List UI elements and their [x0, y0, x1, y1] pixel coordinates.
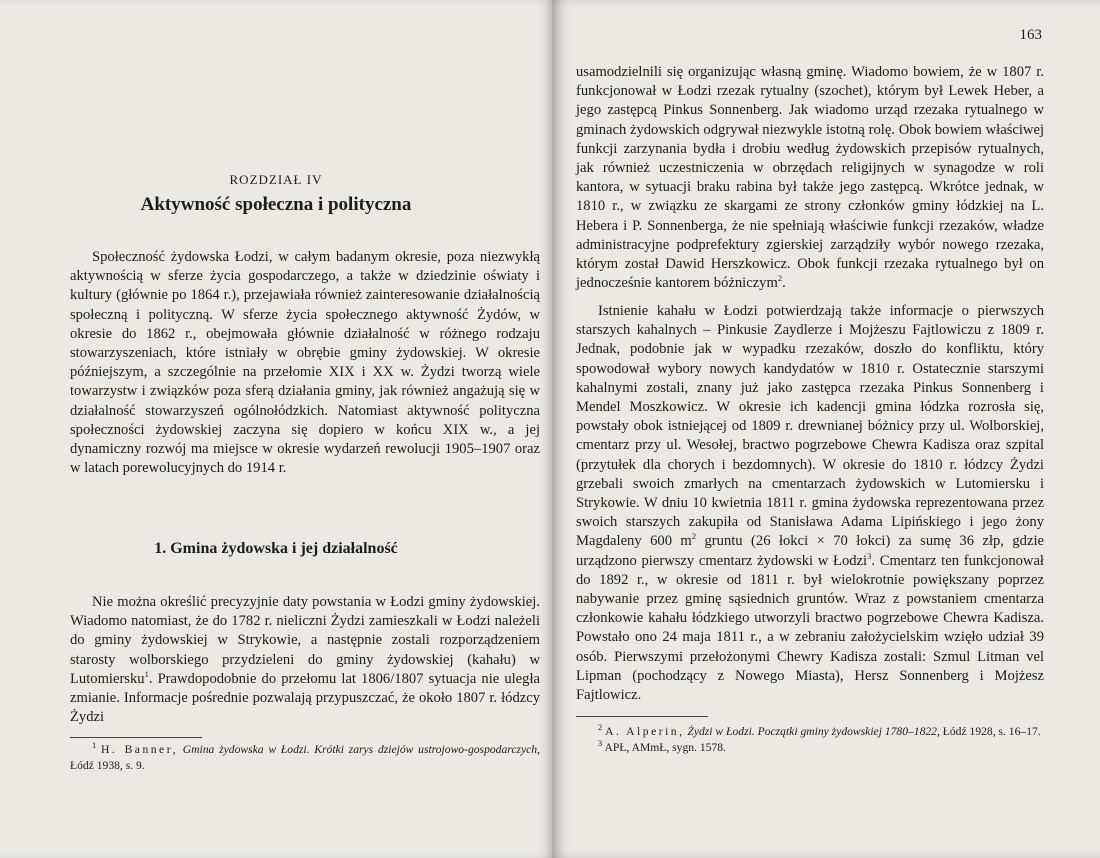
- right-paragraph-2-text: Istnienie kahału w Łodzi potwierdzają także informacje o pierwszych starszych kahalnych – Pinkusie Zaydlerze i Mojżeszu Fajtlowiczu z 1809 r. Jednak, podobnie jak w wypadku rzezaków, doszło do konfliktu, który spowodował wybory nowych kandydatów w 1810 r. Ostatecznie starszymi kahalnymi zostali, znany już jako zastępca rzezaka Pinkus Sonnenberg i Mendel Moszkowicz. W okresie ich kadencji gmina łódzka rozrosła się, powstały obok istniejącej od 1809 r. drewnianej bóżnicy przy ul. Wolborskiej, cmentarz przy ul. Wesołej, bractwo pogrzebowe Chewra Kadisza oraz szpital (przytułek dla chorych i bezdomnych). W okresie do 1810 r. łódzcy Żydzi grzebali swoich zmarłych na cmentarzach żydowskich w Lutomiersku i Strykowie. W dniu 10 kwietnia 1811 r. gmina żydowska reprezentowana przez swoich starszych zakupiła od Stanisława Adama Lipińskiego i jego żony Magdaleny 600 m: [576, 303, 1044, 550]
- footnote-rule-left: [70, 737, 202, 738]
- footnote-ref-2: 2: [777, 273, 783, 284]
- right-page: [552, 0, 1100, 858]
- footnote-2-title: Żydzi w Łodzi. Początki gminy żydowskiej 1780–1822,: [687, 725, 940, 738]
- footnote-3: [576, 737, 1044, 756]
- right-footnotes: [576, 724, 1044, 755]
- footnote-1-title: Gmina żydowska w Łodzi. Krótki zarys dziejów ustrojowo-gospodarczych,: [182, 743, 540, 756]
- section-title: 1. Gmina żydowska i jej działalność: [154, 540, 398, 557]
- right-paragraph-2-end: . Cmentarz ten funkcjonował do 1892 r., w okresie od 1811 r. był wielokrotnie powiększany poprzez nabywanie przez gminę sąsiednich gruntów. Wraz z powstaniem cmentarza członkowie kahału łódzkiego utworzyli bractwo pogrzebowe Chewra Kadisza. Powstało ono 24 maja 1811 r., a w zebraniu założycielskim wzięło udział 39 osób. Pierwszymi przełożonymi Chewry Kadisza zostali: Szmul Litman vel Lipman (pochodzący z Nowego Miasta), Hersz Sonnenberg i Mojżesz Fajtlowicz.: [576, 552, 1044, 704]
- footnote-1-author: H. Banner,: [101, 743, 178, 756]
- footnote-1-rest: Łódź 1938, s. 9.: [70, 758, 145, 772]
- footnote-2-number: 2: [598, 722, 603, 733]
- footnote-3-text: APŁ, AMmŁ, sygn. 1578.: [604, 740, 726, 754]
- footnote-2: [576, 724, 1044, 740]
- section-paragraph-end: . Prawdopodobnie do przełomu lat 1806/1807 sytuacja nie uległa zmianie. Informacje pośrednie pozwalają przypuszczać, że około 1807 r. łódzcy Żydzi: [70, 670, 540, 726]
- square-meter-sup: 2: [691, 531, 697, 542]
- chapter-title: Aktywność społeczna i polityczna: [140, 194, 412, 215]
- right-paragraph-2: [576, 302, 1044, 705]
- section-paragraph-text: Nie można określić precyzyjnie daty powstania w Łodzi gminy żydowskiej. Wiadomo natomiast, że do 1782 r. nieliczni Żydzi zamieszkali w Łodzi należeli do gminy żydowskiej w Strykowie, a następnie zostali rozporządzeniem starosty wolborskiego przydzieleni do gminy żydowskiej (kahału) w Lutomiersku: [70, 594, 540, 687]
- intro-paragraph: Społeczność żydowska Łodzi, w całym badanym okresie, poza niezwykłą aktywnością w sferze życia gospodarczego, a także w dziedzinie oświaty i kultury (głównie po 1864 r.), przejawiała również zainteresowanie działalnością społeczną i polityczną. W sferze życia społecznego aktywność Żydów, w okresie do 1862 r., obejmowała głównie działalność w różnego rodzaju stowarzyszeniach, które istniały w obrębie gminy żydowskiej. W okresie późniejszym, a szczególnie na przełomie XIX i XX w. Żydzi tworzą wiele towarzystw i związków poza sferą działania gminy, jak również angażują się w działalność stowarzyszeń ogólnołódzkich. Natomiast aktywność polityczna społeczności żydowskiej zaczyna się dopiero w końcu XIX w., a jej dynamiczny rozwój ma miejsce w okresie wydarzeń rewolucji 1905–1907 oraz w latach porewolucyjnych do 1914 r.: [70, 249, 540, 477]
- footnote-rule-right: [576, 716, 708, 717]
- footnote-ref-1: 1: [144, 668, 149, 679]
- footnote-2-rest: Łódź 1928, s. 16–17.: [942, 725, 1041, 738]
- section-paragraph: [70, 593, 540, 727]
- chapter-label: ROZDZIAŁ IV: [229, 172, 323, 187]
- right-paragraph-1: usamodzielnili się organizując własną gminę. Wiadomo bowiem, że w 1807 r. funkcjonował w Łodzi rzezak rytualny (szochet), którym był Lewek Heber, a jego zastępcą Pinkus Sonnenberg. Jak wiadomo urząd rzezaka rytualnego w gminach żydowskich odgrywał niezwykle istotną rolę. Obok bowiem właściwej funkcji zarzynania bydła i drobiu według żydowskich przepisów rytualnych, jak również uczestniczenia w obrzędach religijnych w synagodze w roli kantora, w sytuacji braku rabina był także jego zastępcą. Wkrótce jednak, w 1810 r., w związku ze skargami ze strony członków gminy łódzkiej na L. Hebera i P. Sonnenberga, że nie spełniają właściwie funkcji rzezaków, władze administracyjne podprefektury zgierskiej zarządziły wybór nowego rzezaka, którym został Dawid Herszkowicz. Obok funkcji rzezaka rytualnego był on jednocześnie kantorem bóżniczym$^2$.: [576, 64, 1044, 292]
- footnote-3-number: 3: [598, 737, 603, 748]
- right-paragraph-2-mid: gruntu (26 łokci × 70 łokci) za sumę 36 złp, gdzie urządzono pierwszy cmentarz żydowski w Łodzi: [576, 533, 1044, 569]
- page-number: 163: [1019, 27, 1042, 43]
- right-paragraph-1-text: usamodzielnili się organizując własną gminę. Wiadomo bowiem, że w 1807 r. funkcjonował w Łodzi rzezak rytualny (szochet), którym był Lewek Heber, a jego zastępcą Pinkus Sonnenberg. Jak wiadomo urząd rzezaka rytualnego w gminach żydowskich odgrywał niezwykle istotną rolę. Obok bowiem właściwej funkcji zarzynania bydła i drobiu według żydowskich przepisów rytualnych, jak również uczestniczenia w obrzędach religijnych w synagodze w roli kantora, w sytuacji braku rabina był także jego zastępcą. Wkrótce jednak, w 1810 r., w związku ze skargami ze strony członków gminy łódzkiej na L. Hebera i P. Sonnenberga, że nie spełniają właściwie funkcji rzezaków, władze administracyjne podprefektury zgierskiej zarządziły wybór nowego rzezaka, którym został Dawid Herszkowicz. Obok funkcji rzezaka rytualnego był on jednocześnie kantorem bóżniczym: [576, 64, 1044, 292]
- footnote-ref-3: 3: [867, 550, 872, 561]
- footnote-1: [70, 742, 540, 773]
- footnote-2-author: A. Alperin,: [605, 725, 685, 738]
- footnote-1-number: 1: [92, 740, 97, 751]
